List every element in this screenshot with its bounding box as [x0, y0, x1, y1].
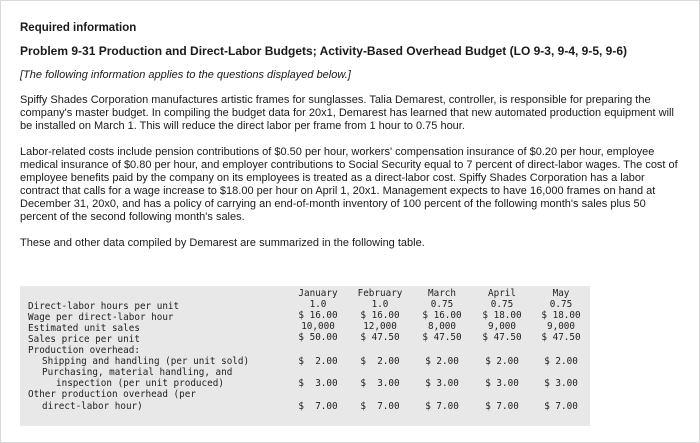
table-cell: $ 7.00: [298, 401, 338, 412]
paragraph-intro: Spiffy Shades Corporation manufactures artistic frames for sunglasses. Talia Demarest, controller, is responsible for preparing the company's master budget. In compiling the budget data for 20x1, Demarest has learned that new automated production equipment will be installed on March 1. This will reduce the direct labor per frame from 1 hour to 0.75 hour.: [20, 94, 674, 132]
table-row: [20, 401, 590, 412]
table-cell: 1.0: [309, 299, 327, 310]
table-cell: $ 2.00: [485, 356, 519, 367]
applies-note: [The following information applies to the questions displayed below.]: [20, 69, 351, 81]
table-cell: $ 2.00: [544, 356, 578, 367]
table-row: [20, 367, 590, 378]
table-cell: 10,000: [301, 321, 335, 332]
table-cell: $ 2.00: [298, 356, 338, 367]
table-cell: $ 3.00: [298, 378, 338, 389]
month-header-march: March: [428, 288, 456, 299]
row-label: Estimated unit sales: [28, 323, 140, 334]
table-row: [20, 389, 590, 400]
table-row: [20, 356, 590, 367]
table-cell: 0.75: [430, 299, 454, 310]
table-row-wage-values: [20, 310, 590, 321]
table-row-price-values: [20, 332, 590, 343]
table-cell: 12,000: [363, 321, 397, 332]
paragraph-labor-costs: Labor-related costs include pension contributions of $0.50 per hour, workers' compensation insurance of $0.20 per hour, employee medical insurance of $0.80 per hour, and employer contributions to Social Security equal to 7 percent of direct-labor wages. The cost of employee benefits paid by the company on its employees is treated as a direct-labor cost. Spiffy Shades Corporation has a labor contract that calls for a wage increase to $18.00 per hour on April 1, 20x1. Management expects to have 16,000 frames on hand at December 31, 20x0, and has a policy of carrying an end-of-month inventory of 100 percent of the following month's sales plus 50 percent of the second following month's sales.: [20, 146, 678, 223]
row-label: Wage per direct-labor hour: [28, 312, 174, 323]
month-header-may: May: [552, 288, 570, 299]
table-cell: $ 7.00: [360, 401, 400, 412]
table-cell: 0.75: [549, 299, 573, 310]
table-cell: 9,000: [547, 321, 575, 332]
row-label: Purchasing, material handling, and: [42, 367, 233, 378]
table-row-sales-values: [20, 321, 590, 332]
row-label: Production overhead:: [28, 345, 140, 356]
required-information-heading: Required information: [20, 22, 137, 34]
table-row: [20, 345, 590, 356]
table-cell: $ 2.00: [360, 356, 400, 367]
table-cell: $ 16.00: [298, 310, 338, 321]
table-cell: $ 47.50: [422, 332, 462, 343]
row-label: direct-labor hour): [42, 401, 143, 412]
paragraph-table-intro: These and other data compiled by Demarest are summarized in the following table.: [20, 237, 425, 249]
problem-title: Problem 9-31 Production and Direct-Labor Budgets; Activity-Based Overhead Budget (LO 9-3, 9-4, 9-5, 9-6): [20, 44, 628, 58]
table-cell: $ 18.00: [482, 310, 522, 321]
table-cell: $ 16.00: [360, 310, 400, 321]
table-row: [20, 378, 590, 389]
row-label: Shipping and handling (per unit sold): [42, 356, 250, 367]
table-cell: $ 3.00: [425, 378, 459, 389]
table-cell: 1.0: [371, 299, 389, 310]
table-header-row: [20, 288, 590, 299]
row-label: inspection (per unit produced): [56, 378, 224, 389]
table-cell: $ 16.00: [422, 310, 462, 321]
month-header-april: April: [488, 288, 516, 299]
table-cell: 0.75: [490, 299, 514, 310]
month-header-january: January: [298, 288, 338, 299]
budget-data-table: [20, 286, 590, 426]
table-cell: $ 18.00: [541, 310, 581, 321]
table-cell: $ 7.00: [485, 401, 519, 412]
problem-content: [20, 21, 680, 250]
table-cell: $ 3.00: [544, 378, 578, 389]
row-label: Sales price per unit: [28, 334, 140, 345]
table-cell: $ 3.00: [360, 378, 400, 389]
month-header-february: February: [357, 288, 403, 299]
row-label: Direct-labor hours per unit: [28, 301, 180, 312]
table-cell: $ 3.00: [485, 378, 519, 389]
table-cell: 8,000: [428, 321, 456, 332]
table-cell: $ 47.50: [541, 332, 581, 343]
table-cell: $ 50.00: [298, 332, 338, 343]
table-cell: $ 47.50: [360, 332, 400, 343]
table-cell: $ 47.50: [482, 332, 522, 343]
table-cell: $ 2.00: [425, 356, 459, 367]
row-label: Other production overhead (per: [28, 389, 196, 400]
table-cell: $ 7.00: [544, 401, 578, 412]
table-cell: $ 7.00: [425, 401, 459, 412]
table-cell: 9,000: [488, 321, 516, 332]
